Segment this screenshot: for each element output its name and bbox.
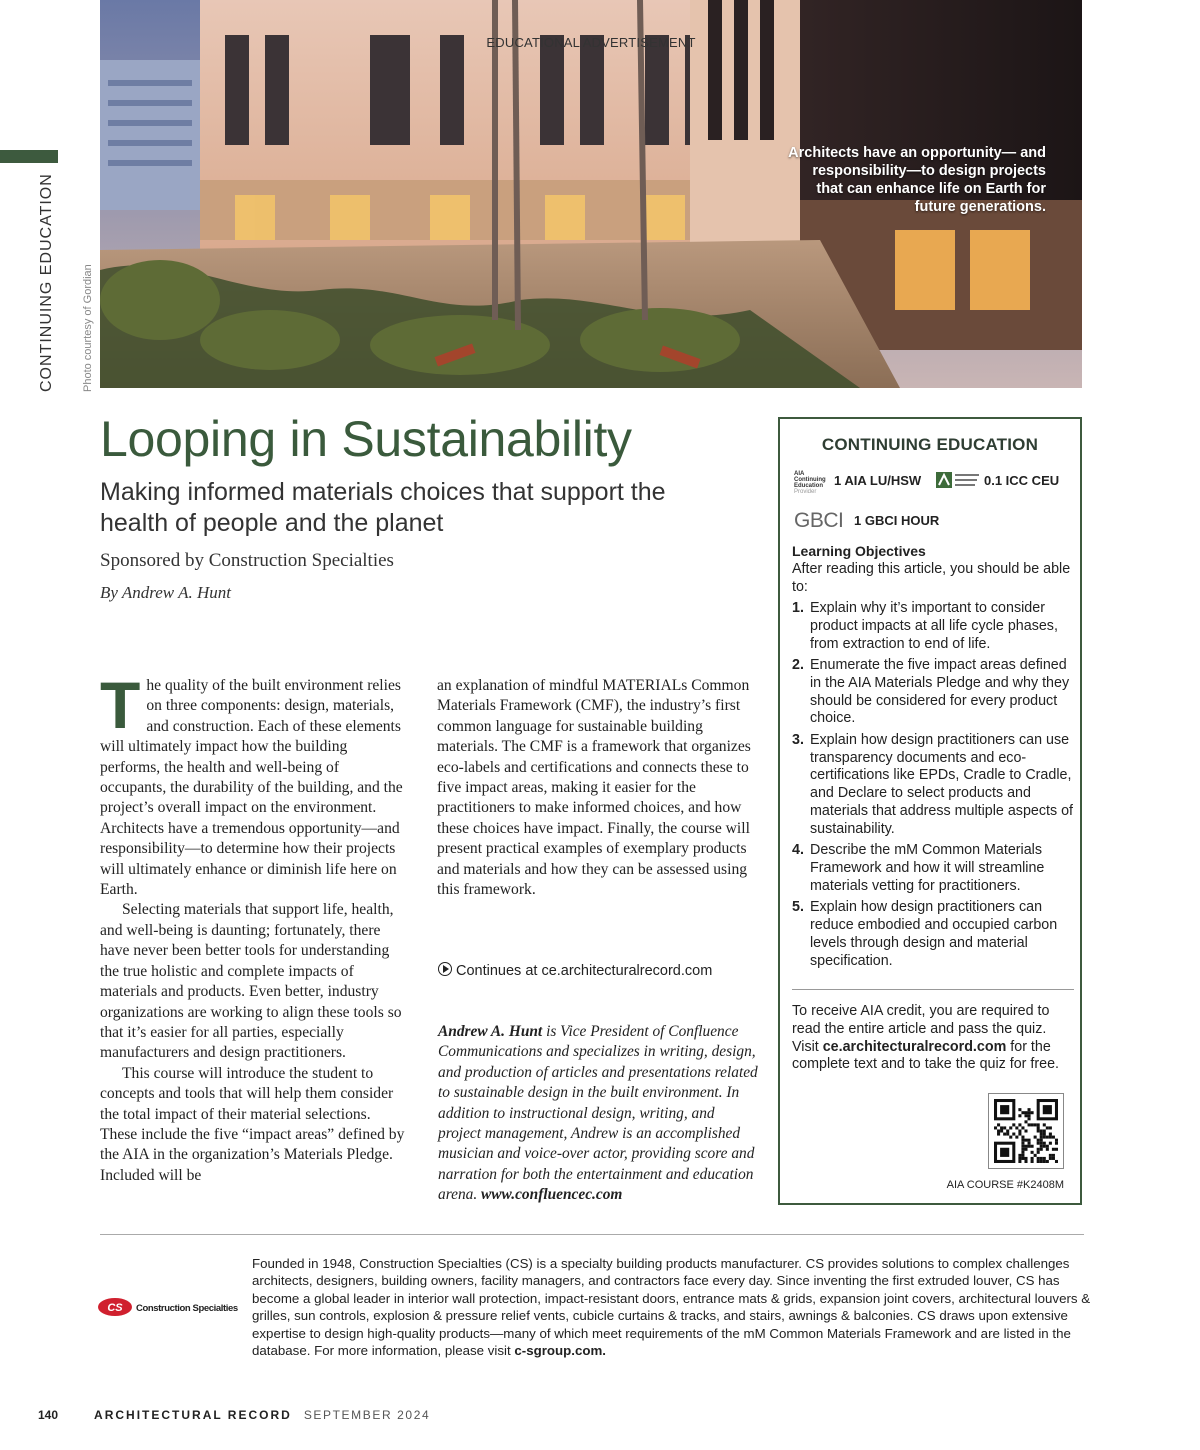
section-marker-bar [0, 150, 58, 163]
issue-date: SEPTEMBER 2024 [303, 1408, 431, 1422]
paragraph [100, 668, 408, 900]
section-label: CONTINUING EDUCATION [38, 173, 55, 392]
aia-ces-logo: AIA Continuing Education Provider [794, 471, 826, 495]
bio-name: Andrew A. Hunt [438, 1023, 543, 1040]
paragraph: an explanation of mindful MATERIALs Common Materials Framework (CMF), the industry’s first common language for sustainable building materials. The CMF is a framework that organizes eco-labels and certifications and connects these to five impact areas, making it easier for the practitioners to make informed choices, and how these choices have impact. Finally, the course will present practical examples of exemplary products and materials and how they can be assessed using this framework. [437, 677, 751, 899]
article-title: Looping in Sustainability [100, 411, 632, 467]
continuing-education-box [778, 417, 1082, 1205]
hero-photo [100, 0, 1082, 388]
divider [792, 989, 1074, 990]
hero-quote: Architects have an opportunity— and responsibility—to design projects that can enhance life on Earth for future generations. [788, 145, 1046, 215]
continues-text: Continues at ce.architecturalrecord.com [456, 963, 713, 979]
ce-box-title: CONTINUING EDUCATION [821, 435, 1039, 454]
byline: By Andrew A. Hunt [100, 583, 231, 602]
page-footer [38, 1408, 430, 1422]
objective-item: 3. Explain how design practitioners can use transparency documents and eco-certifications like EPDs, Cradle to Cradle, and Declare to select products and materials that address multiple aspects of sustainability. [792, 731, 1074, 837]
divider [100, 1234, 1084, 1235]
aia-credit: 1 AIA LU/HSW [834, 473, 922, 488]
paragraph-text: he quality of the built environment relies on three components: design, materials, and construction. Each of these elements will ultimately impact how the building performs, the health and well-being of occupants, the durability of the building, and the project’s overall impact on the environment. Architects have a tremendous opportunity—and responsibility—to determine how their projects will ultimately enhance or diminish life here on Earth. [100, 677, 403, 899]
objectives-intro: After reading this article, you should be able to: [792, 561, 1071, 595]
course-code: AIA COURSE #K2408M [946, 1179, 1064, 1191]
objective-item: 1. Explain why it’s important to consider product impacts at all life cycle phases, from extraction to end of life. [792, 600, 1058, 652]
icc-credit: 0.1 ICC CEU [984, 473, 1060, 488]
body-column-1 [100, 668, 408, 1186]
objectives-list [792, 600, 1077, 974]
advertisement-label: EDUCATIONAL ADVERTISEMENT [486, 35, 696, 50]
objective-item: 5. Explain how design practitioners can reduce embodied and occupied carbon levels through design and material specification. [792, 899, 1058, 969]
objective-item: 2. Enumerate the five impact areas defined in the AIA Materials Pledge and why they should be considered for every product choice. [792, 656, 1070, 727]
qr-code-icon [994, 1099, 1058, 1163]
page-number: 140 [38, 1408, 59, 1422]
cs-logo-mark: CS [107, 1302, 123, 1314]
continues-link[interactable] [438, 962, 712, 979]
qr-code[interactable] [988, 1093, 1064, 1169]
sponsor-line: Sponsored by Construction Specialties [100, 550, 394, 571]
sponsor-link[interactable]: c-sgroup.com. [514, 1343, 606, 1359]
icc-preferred-provider-logo [936, 471, 980, 489]
photo-credit: Photo courtesy of Gordian [82, 264, 94, 392]
gbci-logo: GBCI [794, 509, 844, 532]
author-bio [438, 1022, 760, 1206]
magazine-name: ARCHITECTURAL RECORD [94, 1408, 292, 1422]
paragraph: Selecting materials that support life, health, and well-being is daunting; fortunately, there have never been better tools for understanding the true holistic and complete impacts of materials and products. Even better, industry organizations are working to align these tools so that it’s easier for all parties, especially manufacturers and design practitioners. [100, 901, 402, 1062]
bio-url[interactable]: www.confluencec.com [481, 1186, 623, 1204]
sponsor-description: Founded in 1948, Construction Specialties (CS) is a specialty building products manufacturer. CS provides solutions to complex challenges architects, designers, building owners, facility managers, and contractors face every day. Since inventing the first extruded louver, CS has become a global leader in interior wall protection, impact-resistant doors, entrance mats & grids, expansion joint covers, architectural louvers & grilles, sun controls, explosion & pressure relief vents, cubicle curtains & tracks, and stairs, awnings & balconies. CS draws upon extensive expertise to design high-quality products—many of which meet requirements of the mM Common Materials Framework and are listed in the database. For more information, please visit c-sgroup.com. [252, 1256, 1091, 1359]
aia-credit-note: To receive AIA credit, you are required to read the entire article and pass the quiz. Visit ce.architecturalrecord.com for the complete text and to take the quiz for free. [792, 1003, 1060, 1073]
objectives-heading: Learning Objectives [792, 543, 926, 559]
drop-cap: T [100, 668, 141, 742]
paragraph: This course will introduce the student to concepts and tools that will help them consider the total impact of their material selections. These include the five “impact areas” defined by the AIA in the organization’s Materials Pledge. Included will be [100, 1064, 405, 1184]
play-icon [438, 962, 452, 976]
objective-item: 4. Describe the mM Common Materials Framework and how it will streamline materials vetting for practitioners. [792, 842, 1045, 894]
article-subtitle: Making informed materials choices that support the health of people and the planet [100, 478, 666, 537]
construction-specialties-logo [98, 1296, 238, 1318]
cs-logo-text: Construction Specialties [136, 1303, 238, 1314]
bio-text: is Vice President of Confluence Communications and specializes in writing, design, and production of articles and presentations related to sustainable design in the built environment. In addition to instructional design, writing, and project management, Andrew is an accomplished musician and voice-over actor, providing score and narration for both the entertainment and education arena. [438, 1023, 758, 1204]
body-column-2 [437, 676, 757, 900]
quiz-link[interactable]: ce.architecturalrecord.com [822, 1038, 1007, 1055]
gbci-credit: 1 GBCI HOUR [854, 513, 940, 528]
